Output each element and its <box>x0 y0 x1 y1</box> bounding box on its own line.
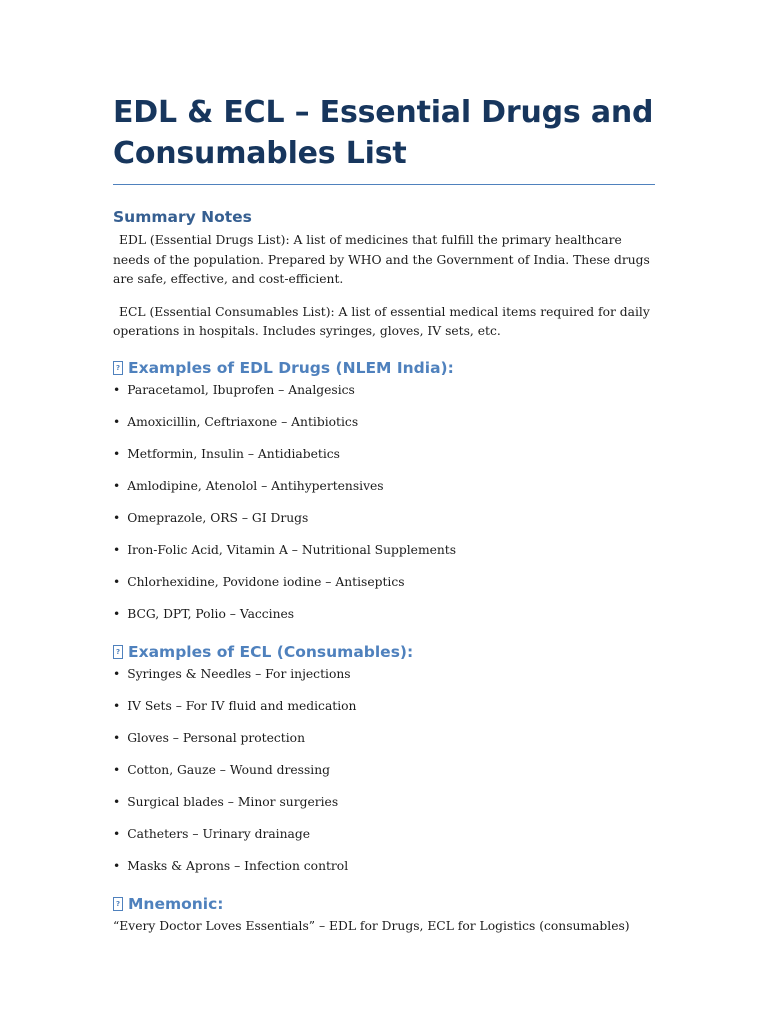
bullet: • <box>113 666 121 681</box>
bullet: • <box>113 762 121 777</box>
list-item: • Amlodipine, Atenolol – Antihypertensives <box>113 478 384 493</box>
list-item: • Omeprazole, ORS – GI Drugs <box>113 510 309 525</box>
list-item: • Amoxicillin, Ceftriaxone – Antibiotics <box>113 414 359 429</box>
ecl-examples-heading: Examples of ECL (Consumables): <box>128 642 414 661</box>
list-item: • Chlorhexidine, Povidone iodine – Antiseptics <box>113 574 405 589</box>
edl-definition-text: EDL (Essential Drugs List): A list of medicines that fulfill the primary healthcare needs of the population. Prepared by WHO and the Government of India. These drugs are safe, effective, and cost-efficient. <box>113 233 650 286</box>
bullet: • <box>113 478 121 493</box>
edl-examples-list <box>113 380 655 628</box>
list-item: • Paracetamol, Ibuprofen – Analgesics <box>113 382 355 397</box>
edl-examples-heading: Examples of EDL Drugs (NLEM India): <box>128 358 454 377</box>
bullet: • <box>113 606 121 621</box>
bullet: • <box>113 730 121 745</box>
missing-glyph-icon: ? <box>113 645 123 659</box>
bullet: • <box>113 826 121 841</box>
bullet: • <box>113 794 121 809</box>
mnemonic-text: “Every Doctor Loves Essentials” – EDL for Drugs, ECL for Logistics (consumables) <box>113 918 630 933</box>
document-page <box>113 92 655 936</box>
mnemonic-heading: Mnemonic: <box>128 894 224 913</box>
ecl-definition-text: ECL (Essential Consumables List): A list of essential medical items required for daily operations in hospitals. Includes syringes, gloves, IV sets, etc. <box>113 304 650 338</box>
ecl-examples-list <box>113 664 655 880</box>
edl-examples-header <box>113 358 655 378</box>
list-item: • Metformin, Insulin – Antidiabetics <box>113 446 340 461</box>
list-item: • Gloves – Personal protection <box>113 730 305 745</box>
list-item: • IV Sets – For IV fluid and medication <box>113 698 357 713</box>
bullet: • <box>113 574 121 589</box>
page-title: EDL & ECL – Essential Drugs and Consumables List <box>113 92 655 185</box>
bullet: • <box>113 510 121 525</box>
summary-heading: Summary Notes <box>113 208 252 226</box>
bullet: • <box>113 542 121 557</box>
list-item: • Surgical blades – Minor surgeries <box>113 794 339 809</box>
missing-glyph-icon: ? <box>113 361 123 375</box>
list-item: • Masks & Aprons – Infection control <box>113 858 349 873</box>
bullet: • <box>113 698 121 713</box>
bullet: • <box>113 382 121 397</box>
bullet: • <box>113 446 121 461</box>
list-item: • Cotton, Gauze – Wound dressing <box>113 762 331 777</box>
bullet: • <box>113 858 121 873</box>
mnemonic-header <box>113 894 655 914</box>
list-item: • Iron-Folic Acid, Vitamin A – Nutritional Supplements <box>113 542 457 557</box>
missing-glyph-icon: ? <box>113 897 123 911</box>
bullet: • <box>113 414 121 429</box>
edl-definition <box>113 231 655 290</box>
ecl-examples-header <box>113 642 655 662</box>
list-item: • Syringes & Needles – For injections <box>113 666 351 681</box>
ecl-definition <box>113 303 655 342</box>
list-item: • Catheters – Urinary drainage <box>113 826 311 841</box>
list-item: • BCG, DPT, Polio – Vaccines <box>113 606 295 621</box>
